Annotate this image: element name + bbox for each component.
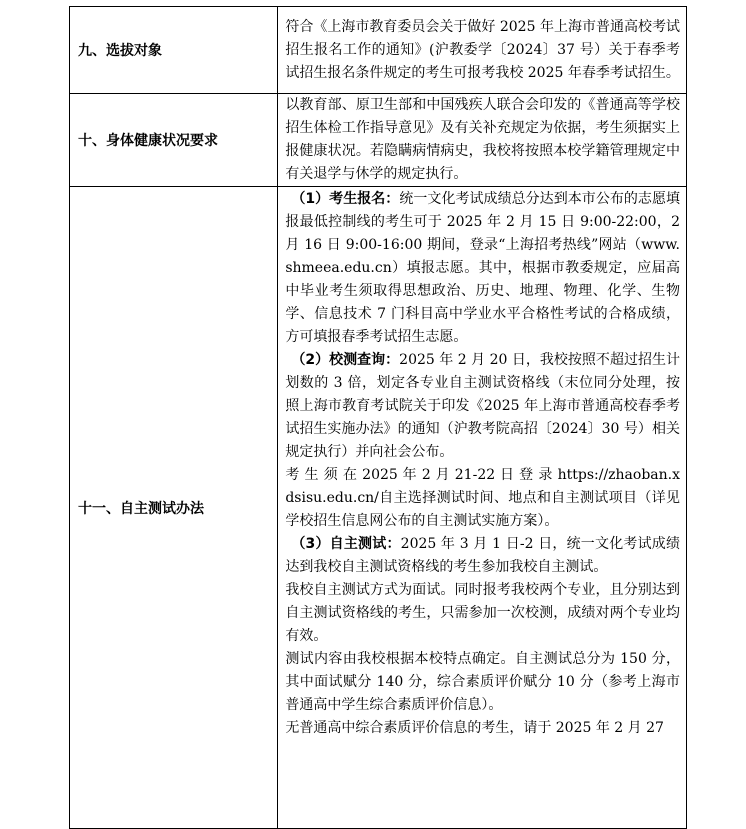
paragraph-text: 2025 年 3 月 1 日-2 日，统一文化考试成绩达到我校自主测试资格线的考生参加我校自主测试。 <box>285 536 680 575</box>
row-label-self-test-method: 十一、自主测试办法 <box>70 187 278 829</box>
paragraph: 以教育部、原卫生部和中国残疾人联合会印发的《普通高等学校招生体检工作指导意见》及有关补充规定为依据，考生须据实上报健康状况。若隐瞒病情病史，我校将按照本校学籍管理规定中有关退学与休学的规定执行。 <box>285 97 680 182</box>
paragraph-no-evaluation-info <box>285 717 680 740</box>
paragraph-text: 2025 年 2 月 20 日，我校按照不超过招生计划数的 3 倍，划定各专业自主测试资格线（末位同分处理，按照上海市教育考试院关于印发《2025 年上海市普通高校春季考试招生实施办法》的通知（沪教考院高招〔2024〕30 号）相关规定执行）并向社会公布。 <box>285 352 680 460</box>
row-content-health-requirements <box>278 94 687 187</box>
paragraph-result-query <box>285 349 680 464</box>
paragraph-heading: （1）考生报名： <box>291 191 400 207</box>
paragraph-text: 无普通高中综合素质评价信息的考生，请于 2025 年 2 月 27 <box>285 720 664 736</box>
table-row <box>70 94 687 187</box>
paragraph-registration <box>285 188 680 349</box>
paragraph-heading: （2）校测查询： <box>291 352 400 368</box>
paragraph-self-test <box>285 533 680 579</box>
row-content-self-test-method <box>278 187 687 829</box>
paragraph-test-format <box>285 579 680 648</box>
table-row <box>70 187 687 829</box>
paragraph-test-content <box>285 648 680 717</box>
table-row <box>70 7 687 94</box>
row-content-selection-targets <box>278 7 687 94</box>
paragraph-text: 我校自主测试方式为面试。同时报考我校两个专业，且分别达到自主测试资格线的考生，只需参加一次校测，成绩对两个专业均有效。 <box>285 582 680 644</box>
row-label-health-requirements: 十、身体健康状况要求 <box>70 94 278 187</box>
paragraph-login-notice <box>285 464 680 533</box>
paragraph-text: 统一文化考试成绩总分达到本市公布的志愿填报最低控制线的考生可于 2025 年 2 月 15 日 9:00-22:00，2 月 16 日 9:00-16:00 期间，登录“上海招考热线”网站（www.shmeea.edu.cn）填报志愿。其中，根据市教委规定，应届高中毕业考生须取得思想政治、历史、地理、物理、化学、生物学、信息技术 7 门科目高中学业水平合格性考试的合格成绩，方可填报春季考试招生志愿。 <box>285 191 680 345</box>
admissions-table <box>69 6 687 829</box>
paragraph-text: 测试内容由我校根据本校特点确定。自主测试总分为 150 分，其中面试赋分 140 分，综合素质评价赋分 10 分（参考上海市普通高中学生综合素质评价信息）。 <box>285 651 680 713</box>
paragraph-text: 考 生 须 在 2025 年 2 月 21-22 日 登 录 https://zhaoban.xdsisu.edu.cn/自主选择测试时间、地点和自主测试项目（详见学校招生信息网公布的自主测试实施方案）。 <box>285 467 680 529</box>
paragraph: 符合《上海市教育委员会关于做好 2025 年上海市普通高校考试招生报名工作的通知》(沪教委学〔2024〕37 号）关于春季考试招生报名条件规定的考生可报考我校 2025 年春季考试招生。 <box>285 18 680 81</box>
paragraph-heading: （3）自主测试： <box>291 536 401 552</box>
row-label-selection-targets: 九、选拔对象 <box>70 7 278 94</box>
